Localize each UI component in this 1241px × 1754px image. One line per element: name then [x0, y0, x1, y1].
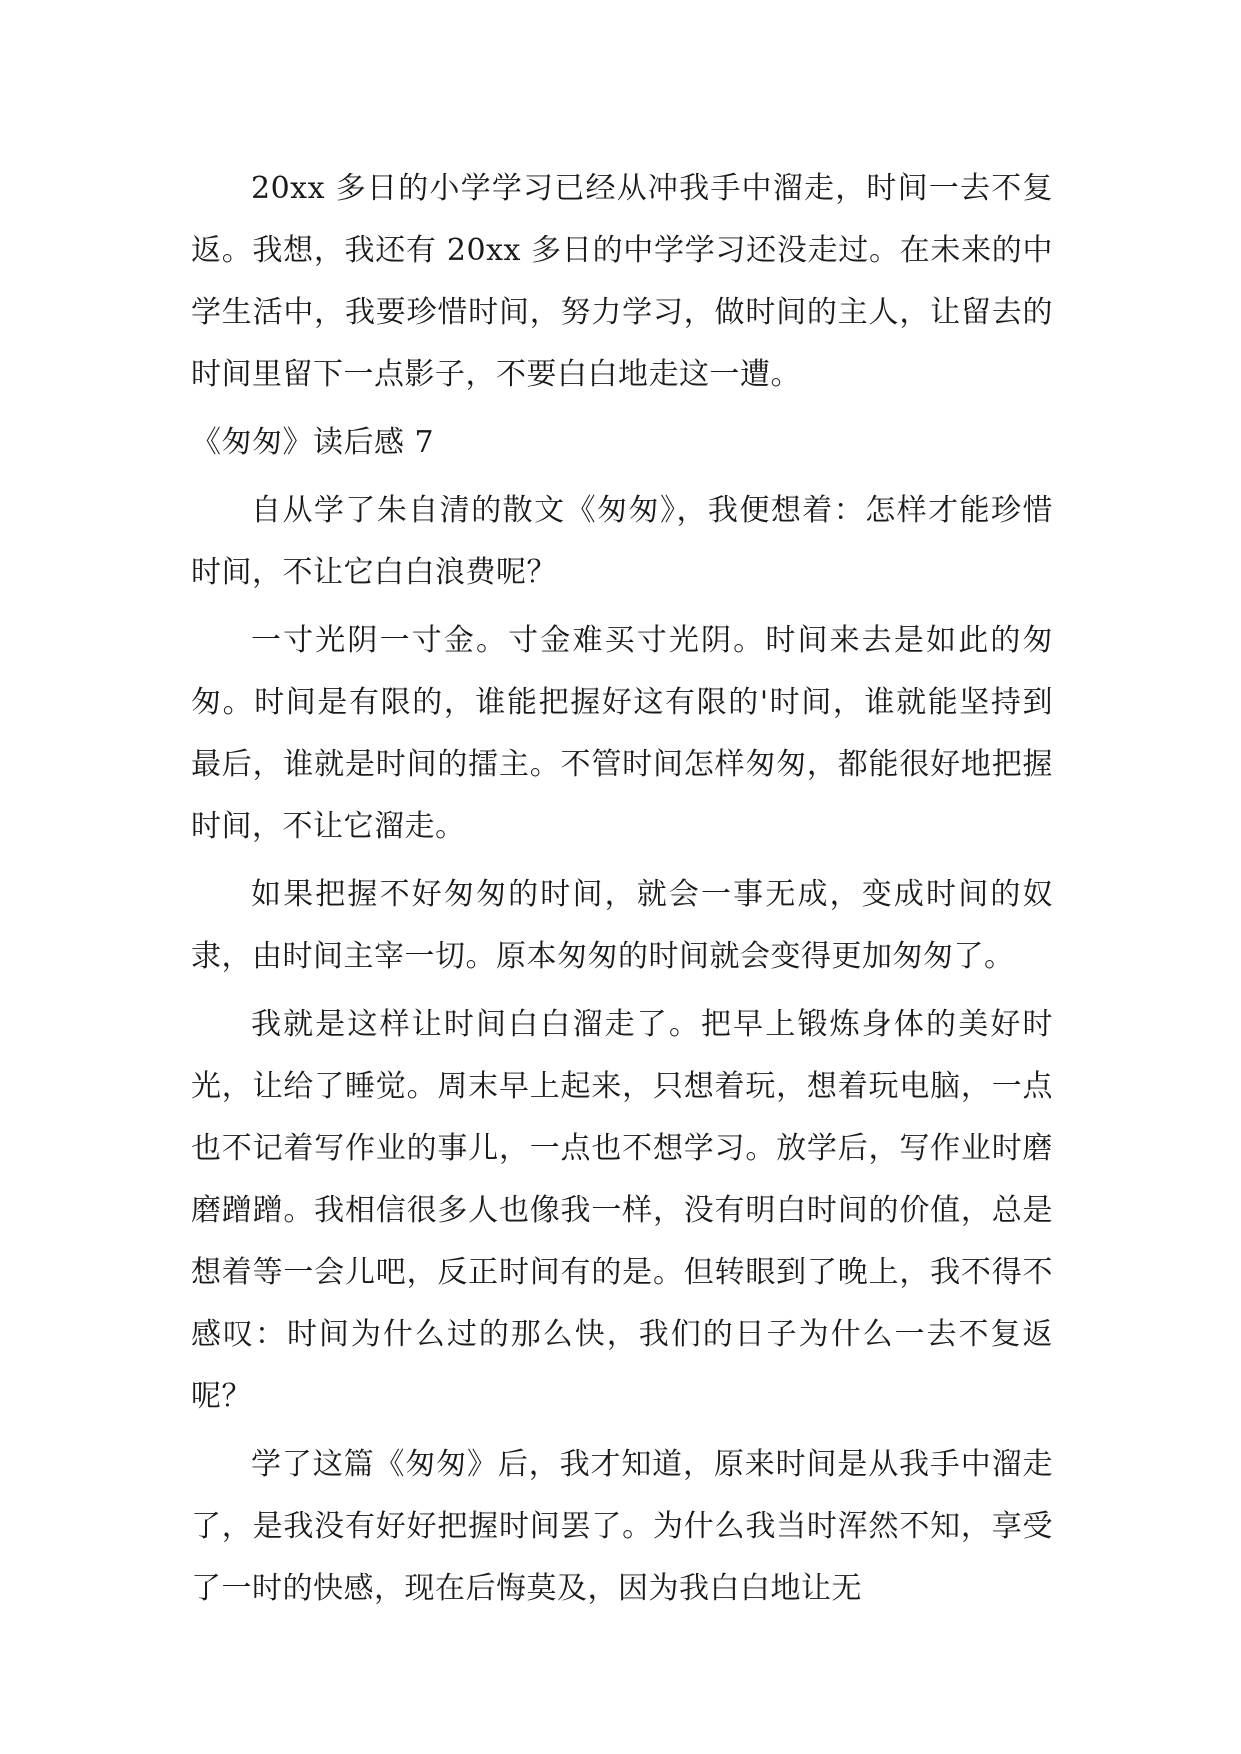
- paragraph-2: 自从学了朱自清的散文《匆匆》，我便想着：怎样才能珍惜时间，不让它白白浪费呢？: [191, 493, 1053, 590]
- paragraph-1: 20xx 多日的小学学习已经从冲我手中溜走，时间一去不复返。我想，我还有 20xx 多日的中学学习还没走过。在未来的中学生活中，我要珍惜时间，努力学习，做时间的主人，让留去的时间里留下一点影子，不要白白地走这一遭。: [191, 171, 1053, 392]
- paragraph-3: 一寸光阴一寸金。寸金难买寸光阴。时间来去是如此的匆匆。时间是有限的，谁能把握好这有限的'时间，谁就能坚持到最后，谁就是时间的擂主。不管时间怎样匆匆，都能很好地把握时间，不让它溜走。: [191, 623, 1053, 844]
- paragraph-4: 如果把握不好匆匆的时间，就会一事无成，变成时间的奴隶，由时间主宰一切。原本匆匆的时间就会变得更加匆匆了。: [191, 877, 1053, 974]
- section-heading: 《匆匆》读后感 7: [191, 425, 435, 460]
- paragraph-5: 我就是这样让时间白白溜走了。把早上锻炼身体的美好时光，让给了睡觉。周末早上起来，只想着玩，想着玩电脑，一点也不记着写作业的事儿，一点也不想学习。放学后，写作业时磨磨蹭蹭。我相信很多人也像我一样，没有明白时间的价值，总是想着等一会儿吧，反正时间有的是。但转眼到了晚上，我不得不感叹：时间为什么过的那么快，我们的日子为什么一去不复返呢？: [191, 1007, 1053, 1414]
- document-body: [191, 158, 1053, 1626]
- paragraph-6: 学了这篇《匆匆》后，我才知道，原来时间是从我手中溜走了，是我没有好好把握时间罢了。为什么我当时浑然不知，享受了一时的快感，现在后悔莫及，因为我白白地让无: [191, 1447, 1053, 1606]
